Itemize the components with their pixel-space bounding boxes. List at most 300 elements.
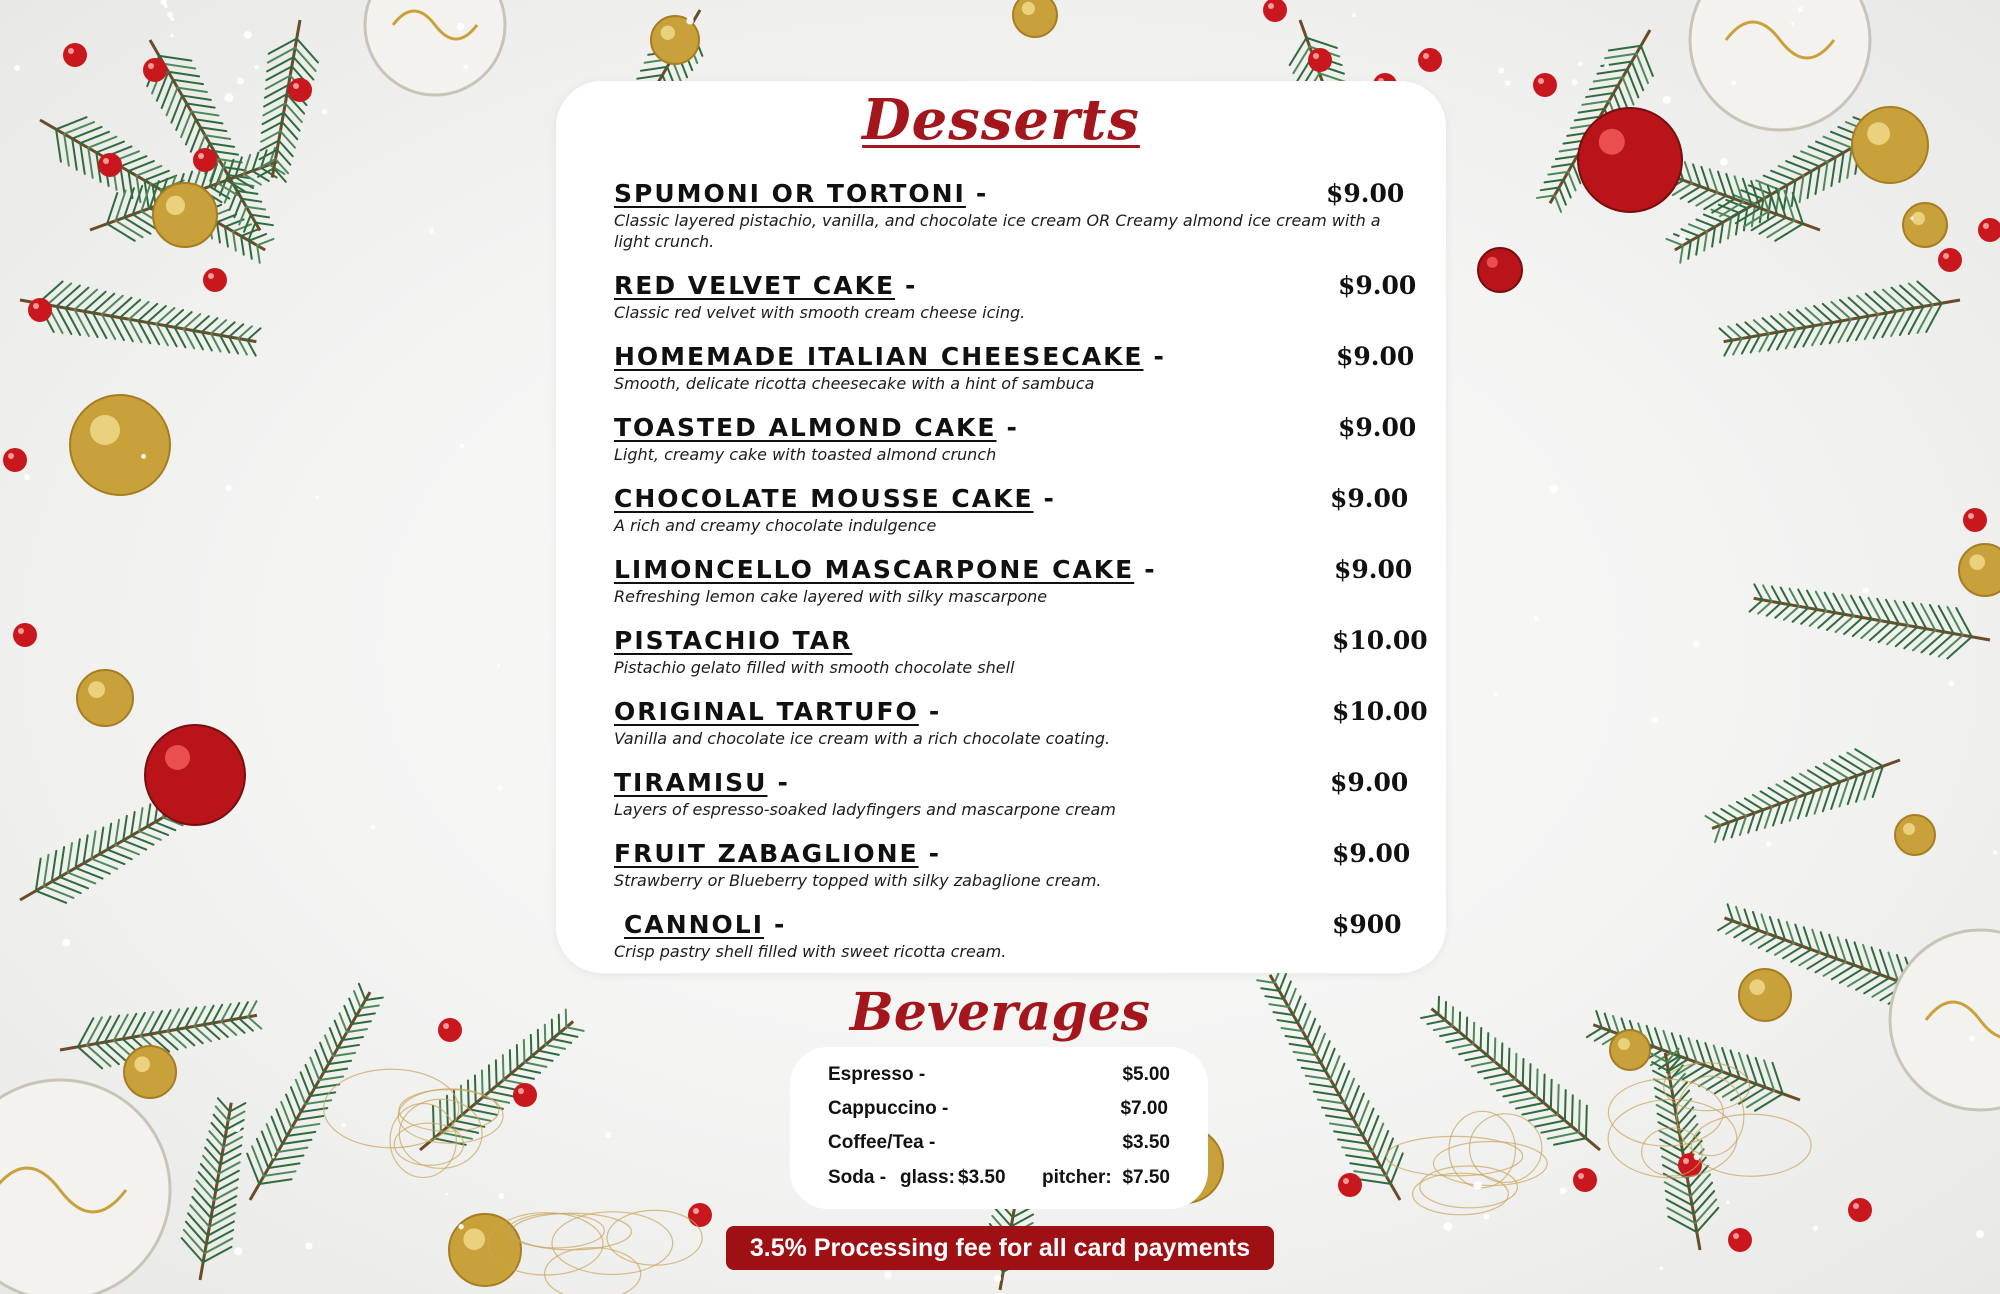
item-dash: - [1144,555,1155,584]
sparkle [234,1247,242,1255]
item-description: Pistachio gelato filled with smooth chocolate shell [614,658,1015,677]
item-price: $9.00 [1336,342,1415,371]
pine-needle [111,298,132,316]
sparkle [1720,158,1728,166]
pine-needle [296,1116,323,1120]
pine-needle [266,66,292,80]
pine-needle [1516,1054,1517,1079]
sparkle [170,34,173,37]
pine-needle [287,1132,315,1136]
pine-needle [1321,1041,1330,1063]
pine-needle [310,1058,319,1080]
red-berry [513,1083,537,1107]
pine-needle [1947,607,1962,635]
pine-needle [205,1238,233,1253]
item-price: $9.00 [1334,555,1413,584]
sparkle [1663,96,1671,104]
pine-needle [1478,1068,1502,1073]
pine-needle [205,135,230,139]
pine-needle [217,215,236,223]
sparkle [1679,234,1686,241]
item-name: FRUIT ZABAGLIONE [614,839,919,868]
soda-pitcher-price: $7.50 [1122,1167,1170,1188]
sparkle [170,17,174,21]
pine-needle [75,290,98,310]
pine-needle [1808,770,1832,785]
pine-needle [178,88,207,92]
gold-wire [1608,1079,1723,1146]
pine-needle [115,845,139,854]
pine-needle [1692,1183,1712,1206]
beverage-price: $5.00 [1122,1064,1170,1085]
pine-needle [249,234,266,241]
item-description: Crisp pastry shell filled with sweet ricotta cream. [614,942,1007,961]
menu-item [614,697,1428,749]
pine-needle [1939,606,1954,634]
pine-needle [1913,630,1936,650]
red-berry [193,148,217,172]
pine-needle [538,1051,558,1055]
sparkle [14,65,20,71]
pine-needle [1326,1115,1354,1119]
white-bauble [1690,0,1870,130]
pine-needle [1816,767,1840,782]
pine-needle [282,1140,311,1144]
red-berry [1848,1198,1872,1222]
menu-item [614,484,1409,536]
ornament-highlight [1912,212,1925,225]
pine-needle [1840,968,1863,982]
pine-needle [219,159,242,162]
pine-needle [1896,627,1918,646]
beverage-price: $7.00 [1120,1098,1168,1119]
pine-needle [1544,1075,1545,1103]
pine-needle [1759,218,1785,234]
pine-needle [1597,69,1627,73]
pine-needle [295,48,316,71]
pine-needle [1302,1068,1326,1072]
pine-needle [1917,305,1932,333]
pine-needle [1800,774,1823,788]
sparkle [371,825,376,830]
pine-needle [44,855,49,887]
beverage-row [828,1098,1170,1124]
item-name: PISTACHIO TAR [614,626,853,655]
pine-needle [482,1070,483,1097]
red-berry [1573,1168,1597,1192]
pine-needle [1824,763,1849,778]
beverages-heading: Beverages [849,982,1151,1043]
pine-needle [203,1247,231,1262]
sparkle [237,77,244,84]
sparkle [141,454,146,459]
pine-needle [76,839,80,868]
pine-needle [292,1124,320,1128]
pine-needle [433,1106,434,1138]
sparkle [1498,67,1504,73]
red-berry [288,78,312,102]
pine-needle [1666,1191,1693,1205]
pine-needle [1694,1191,1715,1214]
pine-needle [257,239,273,245]
ornament-highlight [166,196,185,215]
item-description: Vanilla and chocolate ice cream with a rich chocolate coating. [614,729,1111,748]
item-dash: - [928,839,939,868]
pine-needle [75,310,89,336]
pine-needle [1459,1050,1481,1054]
sparkle [341,1123,345,1127]
pine-needle [1840,300,1860,318]
item-price: $10.00 [1332,626,1428,655]
pine-needle [159,56,191,61]
berry-highlight [1538,78,1544,84]
menu-item [614,839,1411,891]
pine-needle [184,1230,205,1254]
beverage-name: Soda - [828,1167,887,1188]
pine-needle [196,119,223,123]
gold-wire [1691,1114,1811,1176]
pine-needle [88,148,92,178]
pine-needle [156,308,174,324]
berry-highlight [693,1208,699,1214]
pine-needle [475,1075,476,1103]
item-dash: - [777,768,788,797]
pine-needle [197,1181,214,1201]
pine-needle [1691,1174,1710,1196]
pine-needle [68,843,72,872]
pine-needle [1882,311,1896,337]
item-price: $900 [1332,910,1402,939]
pine-needle [1904,629,1926,649]
red-ornament [1478,248,1522,292]
pine-needle [1926,303,1942,332]
pine-needle [1861,621,1881,638]
pine-needle [84,835,88,863]
sparkle [497,664,500,667]
gold-wire [324,1069,459,1147]
menu-item [614,555,1413,607]
pine-needle [268,1163,299,1168]
pine-needle [1747,1091,1774,1108]
soda-glass-label: glass: [900,1167,955,1188]
red-berry [1963,508,1987,532]
pine-needle [1558,1085,1559,1115]
pine-needle [1874,292,1896,312]
berry-highlight [1343,1178,1349,1184]
gold-ornament [1903,203,1947,247]
red-berry [1418,48,1442,72]
berry-highlight [208,273,214,279]
red-berry [28,298,52,322]
pine-needle [1667,1199,1694,1214]
item-dash: - [905,271,916,300]
pine-needle [1844,618,1863,634]
berry-highlight [198,153,204,159]
pine-needle [102,314,115,339]
berry-highlight [68,48,74,54]
pine-needle [1294,1052,1317,1055]
pine-needle [1354,1171,1386,1176]
pine-needle [1510,1097,1537,1103]
pine-needle [328,1061,351,1064]
sparkle [1505,80,1511,86]
pine-needle [1831,302,1851,319]
pine-needle [1665,1182,1691,1196]
pine-needle [138,304,157,321]
sparkle [1694,1154,1700,1160]
item-price: $9.00 [1338,271,1417,300]
pine-needle [187,104,215,108]
sparkle [1604,63,1609,68]
pine-needle [1741,190,1763,199]
pine-needle [84,311,98,337]
pine-needle [1726,924,1742,934]
berry-highlight [293,83,299,89]
pine-needle [239,207,246,225]
pine-needle [131,812,135,836]
soda-row [828,1167,1170,1193]
pine-needle [1555,195,1562,212]
pine-needle [1484,1073,1508,1078]
pine-needle [503,1055,504,1080]
pine-needle [305,1065,314,1088]
gold-wire [1449,1111,1515,1187]
pine-needle [1582,101,1609,105]
gold-wire [1420,1166,1518,1208]
pine-needle [1326,1049,1335,1072]
pine-needle [186,1222,206,1245]
berry-highlight [148,63,154,69]
pine-needle [164,64,196,69]
pine-needle [234,199,241,217]
pine-needle [1559,187,1566,204]
gold-ornament [1852,107,1928,183]
sparkle [463,64,468,69]
pine-needle [1764,176,1788,185]
gold-wire [607,1210,702,1265]
sparkle [1651,717,1657,723]
berry-highlight [1268,3,1274,9]
pine-needle [102,296,123,315]
sparkle [1798,7,1803,12]
item-price: $9.00 [1338,413,1417,442]
pine-needle [510,1050,511,1074]
sparkle [1483,1213,1489,1219]
pine-needle [1705,816,1720,825]
sparkle [1766,841,1771,846]
red-berry [1728,1228,1752,1252]
pine-needle [995,1208,1011,1227]
pine-needle [1831,157,1835,186]
pine-needle [1579,1100,1580,1132]
sparkle [1571,79,1577,85]
pine-needle [210,143,235,147]
pine-needle [56,306,71,334]
pine-needle [1535,1121,1565,1127]
pine-needle [65,288,88,308]
sparkle [457,23,465,31]
pine-needle [1815,166,1819,194]
red-berry [1533,73,1557,97]
pine-needle [1298,1060,1321,1063]
pine-needle [1503,1091,1529,1096]
pine-needle [641,67,667,71]
white-bauble [0,1080,170,1294]
ornament-highlight [463,1228,485,1250]
pine-needle [1330,1123,1358,1127]
pine-needle [1900,286,1923,307]
red-berry [98,153,122,177]
sparkle [884,1271,891,1278]
pine-needle [1922,632,1945,652]
pine-needle [47,284,71,305]
pine-needle [1866,294,1888,313]
red-berry [13,623,37,647]
pine-needle [1874,313,1888,338]
pine-needle [1800,176,1804,202]
pine-needle [1792,777,1814,791]
sparkle [1473,1181,1482,1190]
pine-needle [1579,109,1605,113]
item-price: $9.00 [1330,484,1409,513]
beverage-row [828,1132,1170,1158]
sparkle [1862,587,1868,593]
item-description: Layers of espresso-soaked ladyfingers and mascarpone cream [614,800,1116,819]
gold-wire [545,1248,641,1294]
pine-needle [1335,1064,1344,1088]
pine-needle [199,1172,216,1191]
item-description: Refreshing lemon cake layered with silky mascarpone [614,587,1048,606]
pine-needle [1551,1080,1552,1109]
item-price: $9.00 [1332,839,1411,868]
pine-needle [93,294,115,313]
sparkle [994,1275,1001,1282]
pine-needle [1909,306,1924,334]
red-berry [688,1203,712,1227]
pine-needle [116,221,143,238]
item-name: HOMEMADE ITALIAN CHEESECAKE [614,342,1144,371]
sparkle [164,4,168,8]
pine-needle [524,1062,546,1066]
pine-needle [1718,921,1733,930]
item-name: CHOCOLATE MOUSSE CAKE [614,484,1034,513]
pine-needle [1491,1079,1516,1084]
pine-needle [1696,219,1715,226]
pine-needle [1744,211,1769,226]
pine-needle [1522,1109,1550,1115]
sparkle [1948,681,1954,687]
sparkle [1791,22,1794,25]
sparkle [429,228,434,233]
pine-needle [1689,224,1707,231]
pine-needle [324,1069,347,1072]
pine-needle [129,302,149,319]
pine-needle [87,1045,111,1066]
pine-needle [301,1072,310,1096]
item-dash: - [1153,342,1164,371]
pine-needle [1917,282,1941,304]
pine-needle [285,103,302,122]
item-dash: - [774,910,785,939]
item-name: TOASTED ALMOND CAKE [614,413,997,442]
beverage-name: Cappuccino - [828,1098,949,1119]
pine-needle [1586,93,1614,97]
pine-needle [208,1222,234,1236]
sparkle [225,485,231,491]
pine-needle [60,847,64,877]
pine-needle [320,1043,328,1064]
sparkle [498,1193,504,1199]
pine-needle [1879,624,1900,642]
pine-needle [1921,604,1935,630]
pine-needle [1956,608,1972,637]
pine-needle [1565,1090,1566,1120]
berry-highlight [1943,253,1949,259]
pine-needle [233,224,251,231]
pine-needle [72,139,77,170]
pine-needle [1728,205,1752,220]
pine-needle [267,57,293,71]
pine-needle [1668,1217,1697,1232]
pine-needle [120,300,140,318]
berry-highlight [103,158,109,164]
pine-needle [1554,1138,1586,1145]
berry-highlight [1983,223,1989,229]
pine-needle [145,171,169,181]
item-name: SPUMONI OR TORTONI [614,179,966,208]
gold-ornament [1959,544,2000,596]
gold-wire [1664,1063,1750,1111]
pine-needle [123,840,146,849]
pine-needle [1742,931,1759,941]
pine-needle [1855,749,1883,766]
pine-needle [297,39,318,63]
berry-highlight [1733,1233,1739,1239]
pine-needle [1590,85,1618,89]
menu-item [614,626,1428,678]
sparkle [1976,1230,1984,1238]
pine-needle [173,80,203,84]
pine-needle [1338,1139,1367,1143]
pine-needle [1609,46,1641,51]
pine-needle [1808,171,1812,198]
pine-needle [190,1205,209,1227]
pine-needle [440,1101,441,1133]
item-price: $10.00 [1332,697,1428,726]
pine-needle [1847,753,1874,770]
pine-needle [310,1092,335,1096]
item-dash: - [1006,413,1017,442]
gold-ornament [77,670,133,726]
pine-needle [107,824,111,850]
pine-needle [1750,600,1763,612]
pine-needle [206,1230,233,1245]
pine-needle [203,1156,219,1174]
pine-needle [209,1213,234,1227]
pine-needle [1865,314,1878,339]
pine-needle [56,129,61,161]
red-ornament [1578,108,1682,212]
pine-needle [1322,1108,1349,1112]
sparkle [305,1242,312,1249]
pine-needle [78,1047,102,1069]
pine-needle [1310,1084,1335,1088]
pine-needle [1713,812,1729,822]
pine-needle [1697,1208,1719,1232]
sparkle [605,1132,612,1139]
pine-needle [1806,308,1824,324]
pine-needle [99,828,103,855]
